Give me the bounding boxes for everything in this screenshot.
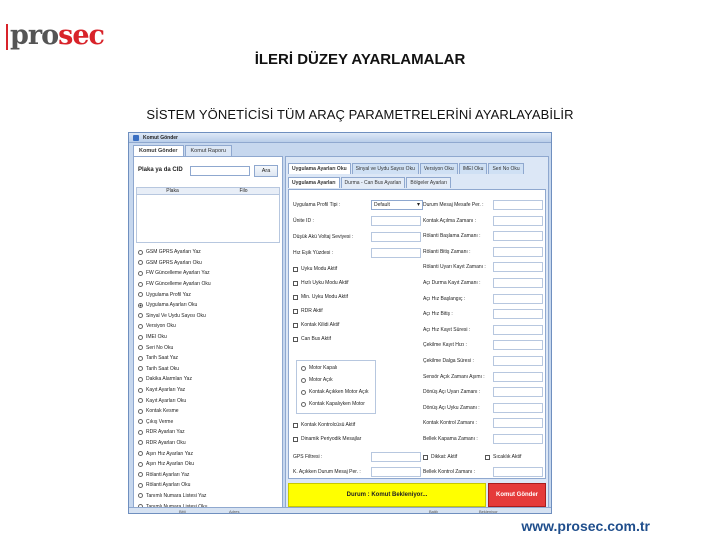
parameter-input[interactable] (493, 387, 543, 397)
command-radio-option[interactable] (138, 289, 278, 300)
feature-checkbox[interactable] (293, 280, 349, 286)
low-battery-label: Düşük Akü Voltaj Seviyesi : (293, 234, 354, 240)
radio-button[interactable] (138, 260, 143, 265)
vehicle-list-header (136, 187, 280, 195)
checkbox-label: Hızlı Uyku Modu Aktif (301, 280, 349, 286)
radio-button[interactable] (138, 345, 143, 350)
radio-button[interactable] (138, 430, 143, 435)
command-radio-option[interactable] (138, 332, 278, 343)
statusbar-field: Bitti (179, 509, 186, 514)
parameter-input[interactable] (493, 294, 543, 304)
command-radio-option[interactable] (138, 406, 278, 417)
plate-label: Plaka ya da CID (138, 167, 183, 173)
engine-state-option[interactable] (301, 401, 365, 407)
engine-state-group (296, 360, 376, 414)
parameter-input[interactable] (493, 418, 543, 428)
radio-button[interactable] (138, 483, 143, 488)
settings-form (288, 189, 546, 479)
parameter-label: Açı Hız Başlangıç : (423, 295, 466, 302)
radio-button[interactable] (301, 378, 306, 383)
checkbox-label: Can Bus Aktif (301, 336, 332, 342)
subtab-bolgeler[interactable]: Bölgeler Ayarları (406, 177, 451, 188)
memory-control-label: Bellek Kontrol Zamanı : (423, 469, 475, 475)
slide-title: İLERİ DÜZEY AYARLAMALAR (254, 51, 466, 68)
window-titlebar (129, 133, 551, 143)
checkbox-box (293, 267, 298, 272)
radio-button[interactable] (301, 390, 306, 395)
feature-checkbox[interactable] (293, 308, 323, 314)
tab-versiyon[interactable]: Versiyon Oku (420, 163, 458, 174)
parameter-input[interactable] (493, 434, 543, 444)
profile-label: Uygulama Profil Tipi : (293, 202, 341, 208)
radio-label: IMEI Oku (146, 334, 167, 341)
radio-button[interactable] (138, 493, 143, 498)
subtab-durma-canbus[interactable]: Durma - Can Bus Ayarları (341, 177, 406, 188)
parameter-input[interactable] (493, 340, 543, 350)
radio-label: Rölanti Ayarları Yaz (146, 471, 190, 478)
radio-button[interactable] (138, 377, 143, 382)
checkbox-box (485, 455, 490, 460)
radio-label: Kontak Açıkken Motor Açık (309, 389, 369, 395)
command-radio-option[interactable] (138, 469, 278, 480)
command-radio-option[interactable] (138, 258, 278, 269)
command-radio-option[interactable] (138, 480, 278, 491)
parameter-label: Çekilme Dalga Süresi : (423, 358, 474, 364)
speed-threshold-label: Hız Eşik Yüzdesi : (293, 250, 334, 256)
radio-button[interactable] (301, 366, 306, 371)
checkbox-box (423, 455, 428, 460)
window-statusbar (129, 507, 551, 514)
radio-button[interactable] (138, 409, 143, 414)
parameter-input[interactable] (493, 262, 543, 272)
gps-filter-label: GPS Filtresi : (293, 454, 323, 460)
parameter-label: Açı Durma Kayıt Zamanı : (423, 280, 481, 286)
parameter-input[interactable] (493, 216, 543, 226)
parameter-input[interactable] (493, 278, 543, 288)
radio-label: RDR Ayarları Oku (146, 439, 186, 446)
memory-control-input[interactable] (493, 467, 543, 477)
radio-label: Aşırı Hız Ayarları Yaz (146, 450, 193, 457)
parameter-label: Dönüş Açı Uyarı Zamanı : (423, 389, 481, 396)
radio-label: Seri No Oku (146, 344, 174, 351)
search-button[interactable]: Ara (254, 165, 278, 177)
command-radio-option[interactable] (138, 342, 278, 353)
command-radio-list (138, 247, 278, 512)
radio-button[interactable] (138, 313, 143, 318)
command-radio-option[interactable] (138, 427, 278, 438)
slide-subtitle: SİSTEM YÖNETİCİSİ TÜM ARAÇ PARAMETRELERİNİ AYARLAYABİLİR (146, 107, 574, 122)
parameter-input[interactable] (493, 200, 543, 210)
parameter-input[interactable] (493, 372, 543, 382)
footer-url[interactable]: www.prosec.com.tr (521, 518, 650, 534)
radio-button[interactable] (138, 388, 143, 393)
radio-label: Kontak Kesme (146, 408, 179, 415)
radio-label: Tarih Saat Yaz (146, 355, 179, 362)
prosec-logo (2, 18, 104, 52)
checkbox-box (293, 337, 298, 342)
command-radio-option[interactable] (138, 459, 278, 470)
parameter-label: Sensör Açık Zamanı Aşımı : (423, 373, 485, 380)
radio-button[interactable] (138, 303, 143, 308)
command-radio-option[interactable] (138, 268, 278, 279)
radio-button[interactable] (138, 271, 143, 276)
feature-checkbox[interactable] (293, 336, 331, 342)
checkbox-label: Uyku Modu Aktif (301, 266, 338, 272)
command-radio-option[interactable] (138, 417, 278, 428)
engine-state-option[interactable] (301, 389, 368, 395)
parameter-label: Dönüş Açı Uyku Zamanı : (423, 404, 480, 411)
command-radio-option[interactable] (138, 438, 278, 449)
tab-seri-no[interactable]: Seri No Oku (488, 163, 523, 174)
radio-label: Aşırı Hız Ayarları Oku (146, 461, 194, 468)
parameter-label: Açı Hız Kayıt Süresi : (423, 326, 471, 333)
unit-id-label: Ünite ID : (293, 218, 314, 224)
radio-label: GSM GPRS Ayarları Yaz (146, 249, 201, 256)
radio-button[interactable] (138, 335, 143, 340)
radio-label: Tarih Saat Oku (146, 365, 180, 372)
logo-wordmark: prosec (10, 20, 104, 51)
radio-button[interactable] (138, 462, 143, 467)
parameter-label: Durum Mesaj Mesafe Per. : (423, 202, 484, 208)
dynamic-messages-checkbox[interactable]: Dinamik Periyodik Mesajlar (293, 436, 361, 442)
command-radio-option[interactable] (138, 385, 278, 396)
profile-select[interactable]: Default ▾ (371, 200, 423, 210)
tab-imei[interactable]: IMEI Oku (459, 163, 488, 174)
engine-state-option[interactable] (301, 377, 333, 383)
checkbox-label: Min. Uyku Modu Aktif (301, 294, 348, 300)
command-radio-option[interactable] (138, 300, 278, 311)
vehicle-panel (133, 156, 283, 511)
command-radio-option[interactable] (138, 279, 278, 290)
parameter-label: Kontak Kontrol Zamanı : (423, 420, 477, 427)
command-radio-option[interactable] (138, 395, 278, 406)
settings-subtabs (288, 177, 452, 188)
radio-label: Rölanti Ayarları Oku (146, 482, 191, 489)
checkbox-box (293, 437, 298, 442)
parameter-label: Çekilme Kayıt Hızı : (423, 342, 467, 349)
radio-label: Kayıt Ayarları Yaz (146, 387, 186, 394)
radio-label: FW Güncelleme Ayarları Oku (146, 281, 211, 288)
engine-state-option[interactable] (301, 365, 337, 371)
radio-button[interactable] (138, 472, 143, 477)
parameter-input[interactable] (493, 309, 543, 319)
subtab-uygulama-ayarlari[interactable]: Uygulama Ayarları (288, 177, 340, 188)
radio-label: GSM GPRS Ayarları Oku (146, 259, 202, 266)
window-tabs (133, 145, 233, 156)
column-filo[interactable]: Filo (239, 188, 248, 194)
command-radio-option[interactable] (138, 311, 278, 322)
window-title: Komut Gönder (143, 135, 178, 141)
logo-accent-bar (6, 24, 8, 50)
parameter-label: Bellek Kapama Zamanı : (423, 436, 478, 442)
radio-label: Tanımlı Numara Listesi Yaz (146, 492, 207, 499)
radio-button[interactable] (138, 324, 143, 329)
radio-button[interactable] (138, 250, 143, 255)
radio-label: Versiyon Oku (146, 323, 176, 330)
parameter-input[interactable] (493, 403, 543, 413)
parameter-input[interactable] (493, 356, 543, 366)
ignition-on-period-input[interactable] (371, 467, 421, 477)
radio-label: Çıkış Verme (146, 418, 174, 425)
feature-checkbox[interactable] (293, 266, 337, 272)
statusbar-field: Bekleniyor (479, 509, 498, 514)
radio-label: RDR Ayarları Yaz (146, 429, 185, 436)
feature-checkbox[interactable] (293, 322, 339, 328)
command-status: Durum : Komut Bekleniyor... (288, 483, 486, 507)
radio-button[interactable] (138, 366, 143, 371)
parameter-label: Rölanti Başlama Zamanı : (423, 233, 481, 240)
tab-komut-gonder[interactable]: Komut Gönder (133, 145, 184, 156)
command-radio-option[interactable] (138, 364, 278, 375)
checkbox-box (293, 281, 298, 286)
command-radio-option[interactable] (138, 321, 278, 332)
radio-button[interactable] (138, 451, 143, 456)
radio-button[interactable] (138, 356, 143, 361)
radio-button[interactable] (138, 292, 143, 297)
checkbox-box (293, 309, 298, 314)
plate-search-input[interactable] (190, 166, 250, 176)
parameter-input[interactable] (493, 231, 543, 241)
command-window (128, 132, 552, 514)
tab-sinyal-uydu[interactable]: Sinyal ve Uydu Sayısı Oku (352, 163, 419, 174)
radio-button[interactable] (138, 282, 143, 287)
radio-button[interactable] (138, 398, 143, 403)
feature-checkbox[interactable] (293, 294, 348, 300)
parameter-label: Rölanti Bitiş Zamanı : (423, 248, 471, 255)
radio-label: Sinyal Ve Uydu Sayısı Oku (146, 312, 206, 319)
radio-label: FW Güncelleme Ayarları Yaz (146, 270, 210, 277)
parameter-label: Rölanti Uyarı Kayıt Zamanı : (423, 264, 486, 271)
radio-button[interactable] (138, 440, 143, 445)
speed-threshold-input[interactable] (371, 248, 421, 258)
parameter-label: Açı Hız Bitiş : (423, 311, 453, 318)
command-radio-option[interactable] (138, 448, 278, 459)
checkbox-box (293, 295, 298, 300)
radio-button[interactable] (138, 419, 143, 424)
radio-label: Uygulama Ayarları Oku (146, 302, 198, 309)
vehicle-list[interactable] (136, 195, 280, 243)
statusbar-field: Adres (229, 509, 240, 514)
checkbox-label: Kontak Kilidi Aktif (301, 322, 340, 328)
command-radio-option[interactable] (138, 353, 278, 364)
radio-label: Motor Açık (309, 377, 333, 383)
command-radio-option[interactable] (138, 491, 278, 502)
radio-button[interactable] (301, 402, 306, 407)
parameter-label: Kontak Açılma Zamanı : (423, 217, 477, 224)
radio-label: Kontak Kapalıyken Motor (309, 401, 365, 407)
radio-label: Uygulama Profil Yaz (146, 291, 191, 298)
attention-active-checkbox[interactable]: Dikkat: Aktif (423, 454, 457, 460)
settings-panel (285, 156, 549, 511)
checkbox-box (293, 423, 298, 428)
send-command-button[interactable]: Komut Gönder (488, 483, 546, 507)
column-plaka[interactable]: Plaka (166, 188, 179, 194)
radio-label: Kayıt Ayarları Oku (146, 397, 187, 404)
ignition-controller-checkbox[interactable]: Kontak Kontrolcüsü Aktif (293, 422, 355, 428)
command-radio-option[interactable] (138, 374, 278, 385)
command-radio-option[interactable] (138, 247, 278, 258)
checkbox-label: RDR Aktif (301, 308, 323, 314)
parameter-input[interactable] (493, 325, 543, 335)
unit-id-input[interactable] (371, 216, 421, 226)
app-icon (133, 135, 139, 141)
radio-label: Dakika Alarmları Yaz (146, 376, 192, 383)
checkbox-box (293, 323, 298, 328)
statusbar-field: Bağlı (429, 509, 439, 514)
temperature-active-checkbox[interactable]: Sıcaklık Aktif (485, 454, 521, 460)
parameter-input[interactable] (493, 247, 543, 257)
tab-komut-raporu[interactable]: Komut Raporu (185, 145, 232, 156)
tab-uygulama-ayarlari-oku[interactable]: Uygulama Ayarları Oku (288, 163, 351, 174)
gps-filter-input[interactable] (371, 452, 421, 462)
low-battery-input[interactable] (371, 232, 421, 242)
radio-label: Motor Kapalı (309, 365, 338, 371)
ignition-on-period-label: K. Açıkken Durum Mesaj Per. : (293, 469, 361, 475)
command-tabs (288, 163, 525, 174)
